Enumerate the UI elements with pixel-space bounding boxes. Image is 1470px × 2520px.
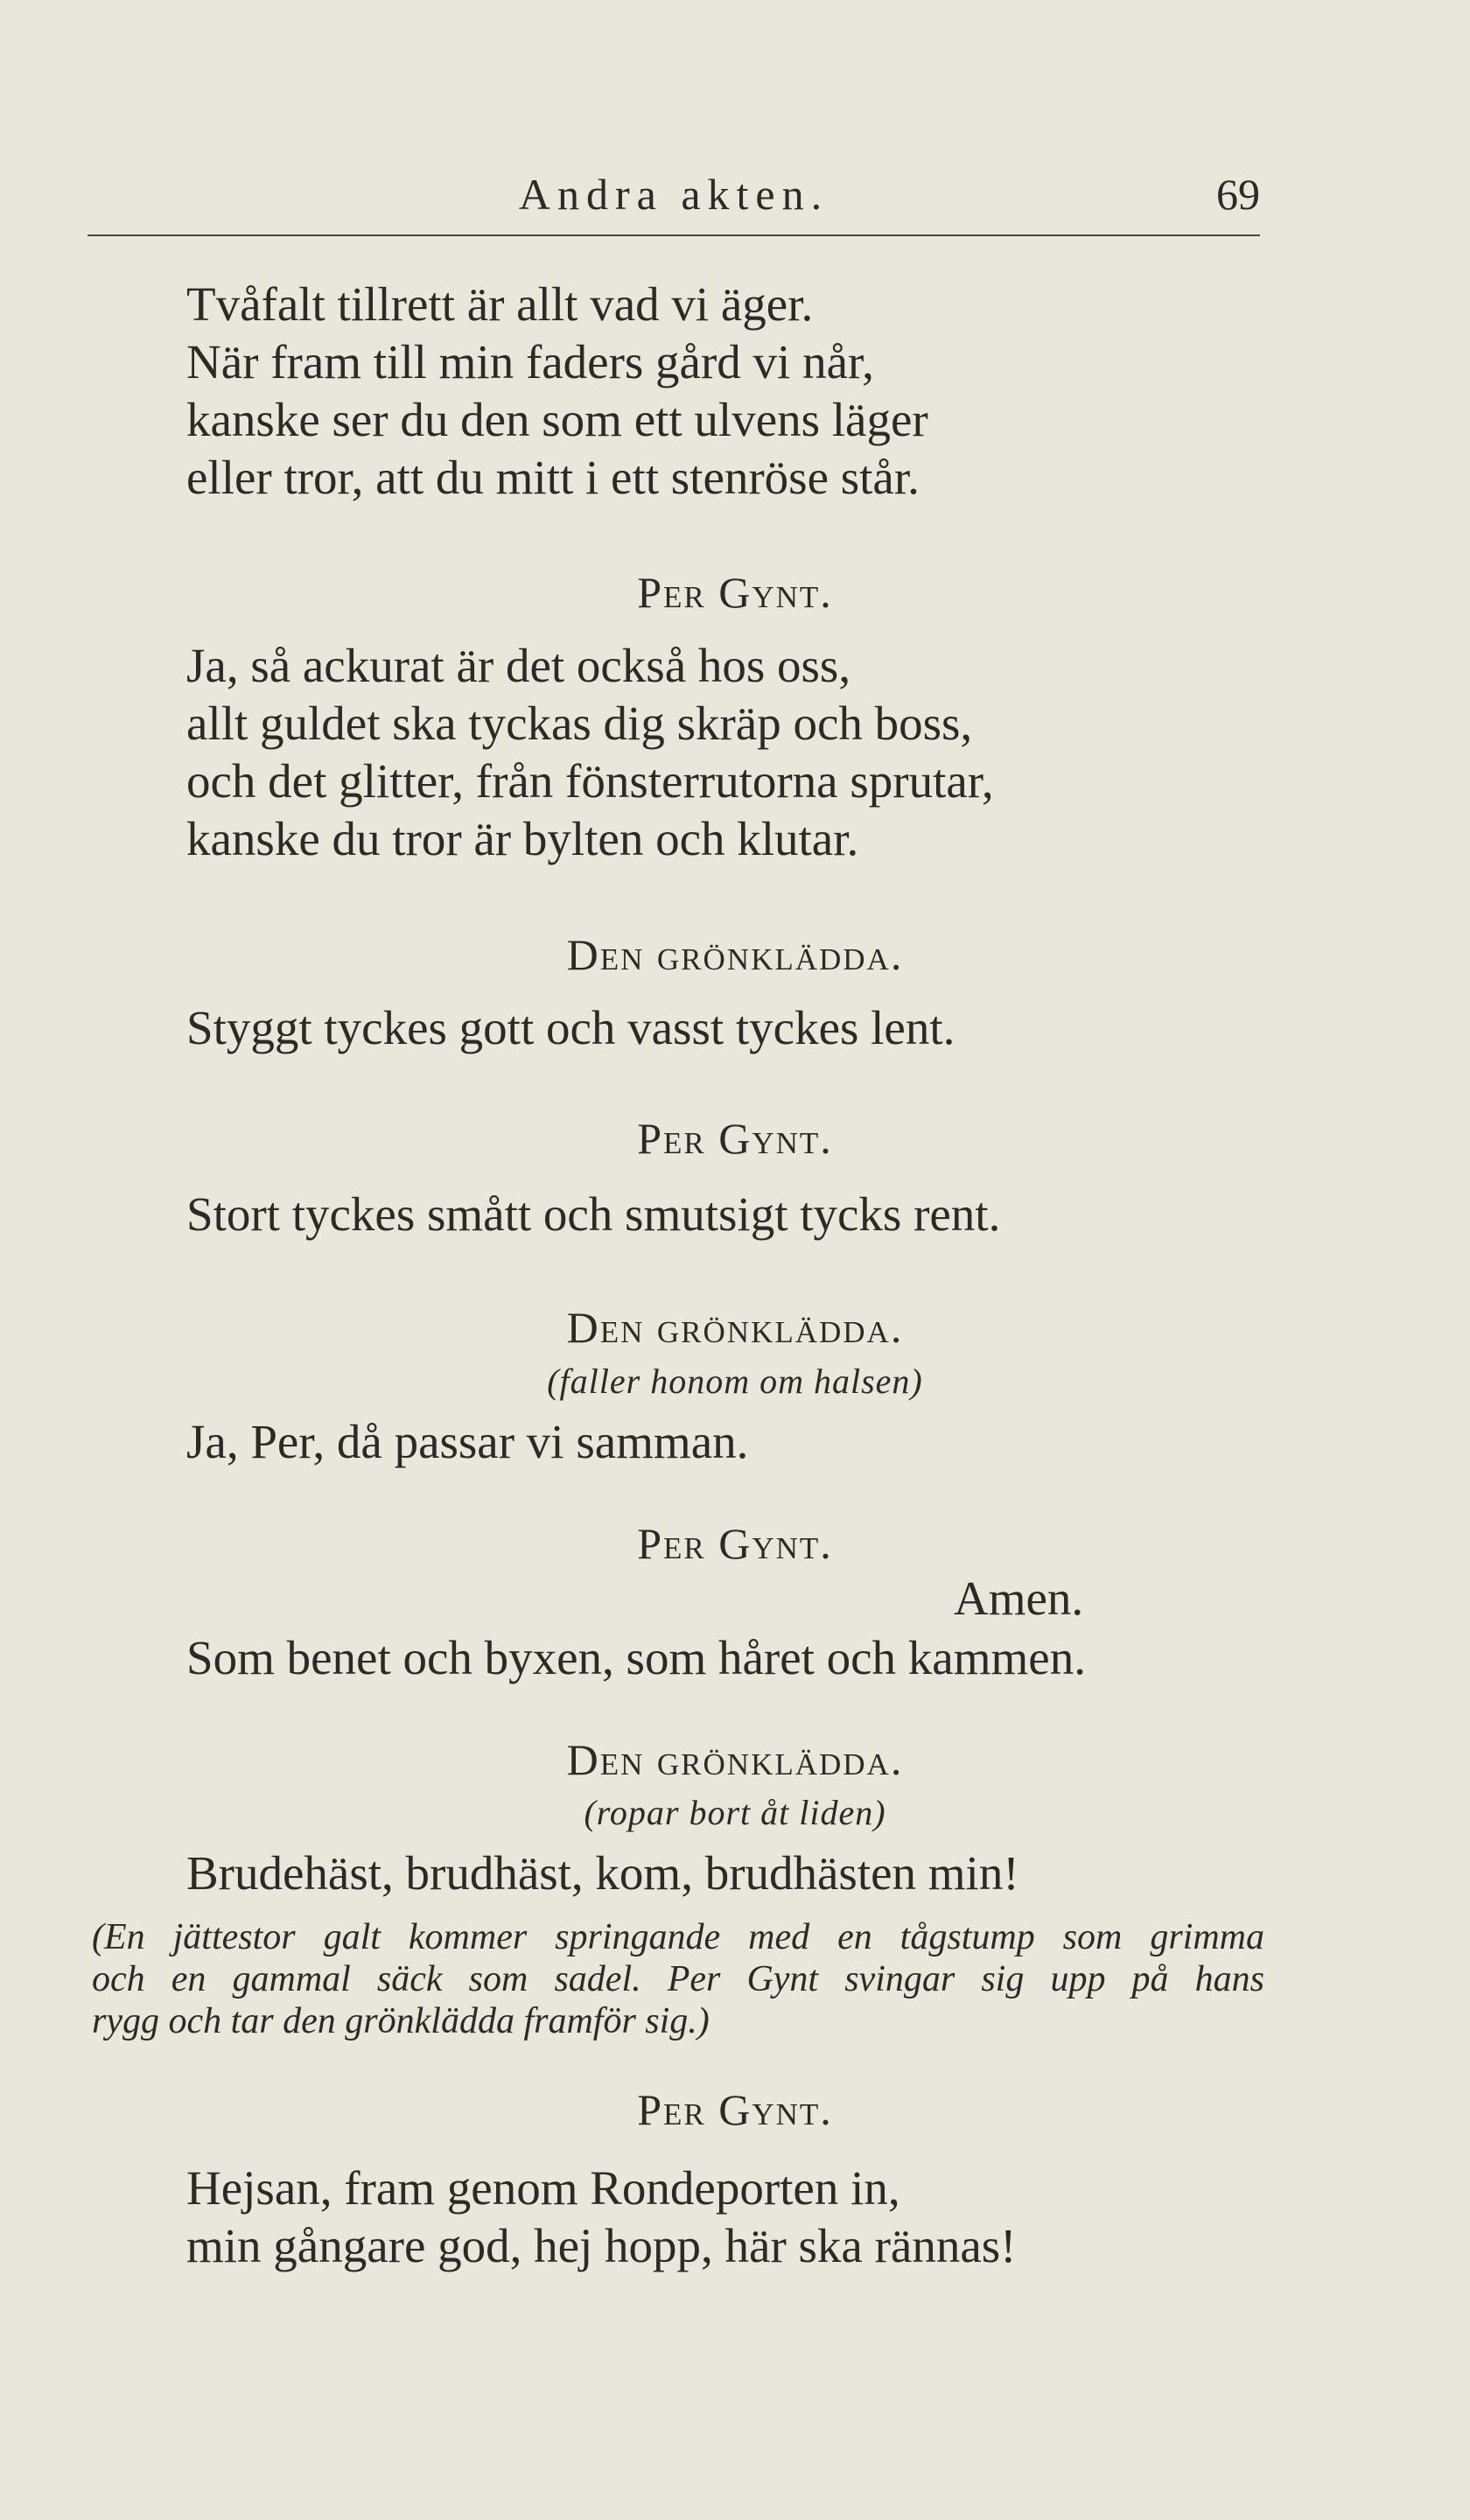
verse-line: kanske ser du den som ett ulvens läger: [186, 393, 928, 446]
verse-line: eller tror, att du mitt i ett stenröse står.: [186, 451, 920, 504]
stage-direction-inline: (ropar bort åt liden): [584, 1793, 886, 1832]
running-title: Andra akten.: [518, 170, 830, 219]
speaker-name: Den grönklädda.: [566, 1303, 904, 1352]
verse-line: Ja, Per, då passar vi samman.: [186, 1415, 749, 1468]
verse-block: [186, 2160, 1016, 2275]
page-number: 69: [1216, 170, 1260, 219]
verse-line: Hejsan, fram genom Rondeporten in,: [186, 2161, 900, 2215]
verse-line: Som benet och byxen, som håret och kammen.: [186, 1631, 1086, 1684]
verse-block: [186, 276, 928, 507]
stage-direction-paragraph: [92, 1916, 1264, 2042]
verse-block: [186, 1413, 748, 1471]
verse-line: min gångare god, hej hopp, här ska rännas!: [186, 2219, 1017, 2272]
stage-direction-line: (En jättestor galt kommer springande med en tågstump som grimma: [92, 1917, 1264, 1957]
verse-line: Styggt tyckes gott och vasst tyckes lent.: [186, 1001, 956, 1054]
speaker-name: Den grönklädda.: [566, 930, 904, 979]
stage-direction-line: och en gammal säck som sadel. Per Gynt svingar sig upp på hans: [92, 1959, 1264, 1999]
verse-line: kanske du tror är bylten och klutar.: [186, 812, 859, 865]
verse-block: [186, 637, 994, 868]
verse-block: [186, 1844, 1019, 1902]
verse-line: allt guldet ska tyckas dig skräp och boss,: [186, 696, 973, 750]
verse-line: När fram till min faders gård vi når,: [186, 335, 874, 388]
verse-line: Brudehäst, brudhäst, kom, brudhästen min!: [186, 1846, 1019, 1900]
amen-text: Amen.: [954, 1572, 1084, 1625]
stage-direction-inline: (faller honom om halsen): [547, 1362, 923, 1401]
speaker-name: Per Gynt.: [637, 2085, 833, 2134]
verse-line: Tvåfalt tillrett är allt vad vi äger.: [186, 277, 814, 331]
header-rule: [88, 234, 1260, 236]
verse-line: Ja, så ackurat är det också hos oss,: [186, 639, 851, 692]
speaker-name: Per Gynt.: [637, 1114, 833, 1163]
verse-block: [186, 1186, 1000, 1243]
page-header: [88, 162, 1260, 223]
speaker-name: Per Gynt.: [637, 568, 833, 617]
verse-line: och det glitter, från fönsterrutorna sprutar,: [186, 754, 994, 808]
verse-block: [186, 1629, 1086, 1687]
verse-block: [186, 999, 955, 1057]
stage-direction-line: rygg och tar den grönklädda framför sig.): [92, 2001, 710, 2041]
verse-line: Stort tyckes smått och smutsigt tycks rent.: [186, 1187, 1001, 1241]
speaker-name: Per Gynt.: [637, 1519, 833, 1568]
speaker-name: Den grönklädda.: [566, 1735, 904, 1784]
